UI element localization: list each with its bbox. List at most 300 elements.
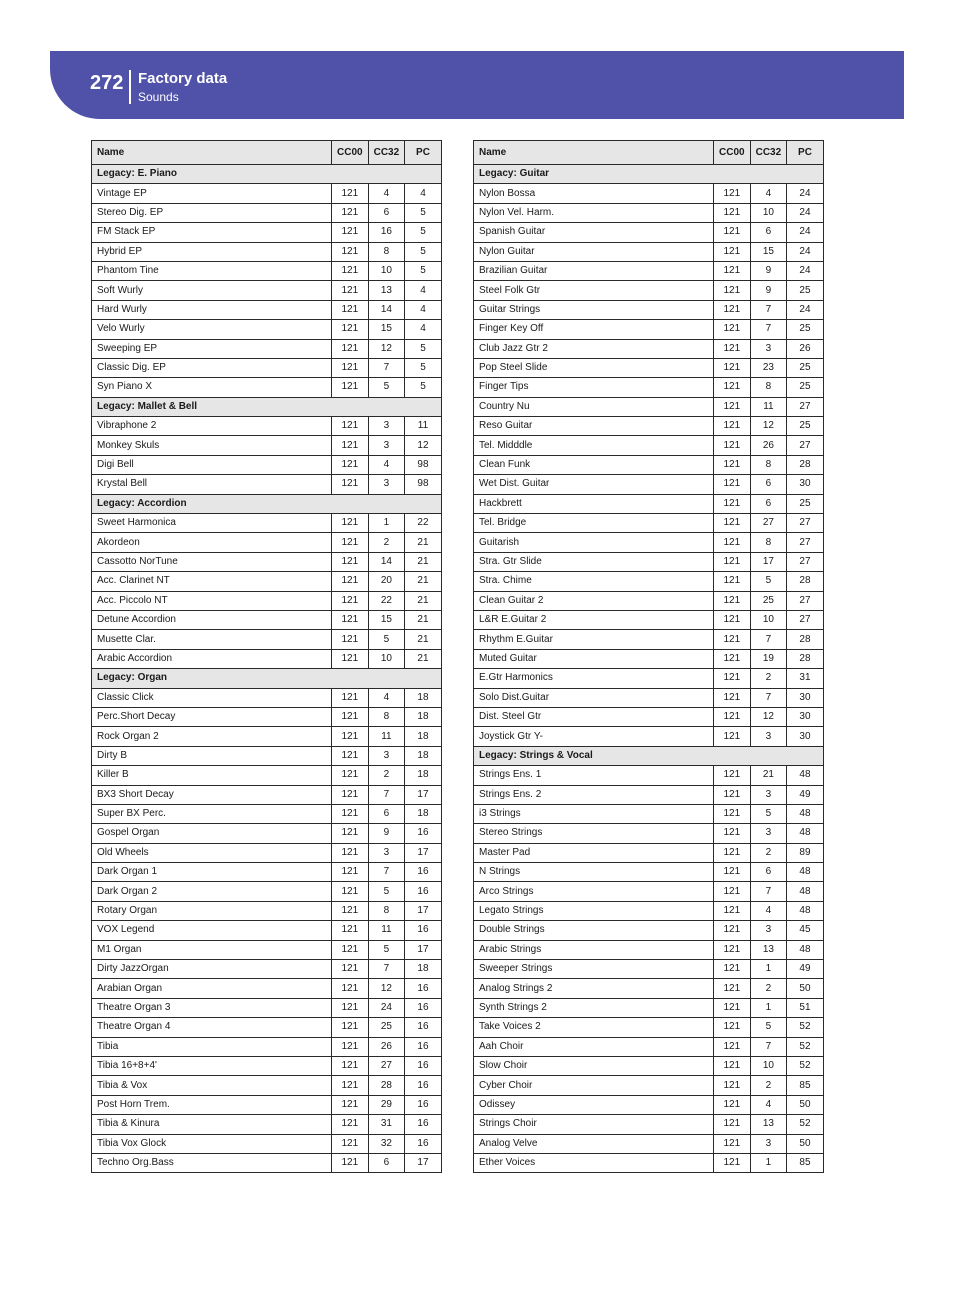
cc32-cell: 29 bbox=[368, 1095, 405, 1114]
cc00-cell: 121 bbox=[714, 669, 751, 688]
sound-name-cell: Spanish Guitar bbox=[474, 223, 714, 242]
cc00-cell: 121 bbox=[332, 863, 369, 882]
cc00-cell: 121 bbox=[332, 455, 369, 474]
pc-cell: 11 bbox=[405, 417, 442, 436]
table-row bbox=[92, 785, 442, 804]
table-row bbox=[92, 610, 442, 629]
cc32-cell: 17 bbox=[750, 552, 787, 571]
cc00-cell: 121 bbox=[714, 358, 751, 377]
cc00-cell: 121 bbox=[714, 727, 751, 746]
table-row bbox=[92, 572, 442, 591]
table-row bbox=[92, 514, 442, 533]
pc-cell: 24 bbox=[787, 242, 824, 261]
cc32-cell: 2 bbox=[750, 1076, 787, 1095]
category-label: Legacy: Strings & Vocal bbox=[474, 746, 824, 765]
sound-name-cell: Finger Tips bbox=[474, 378, 714, 397]
cc32-cell: 8 bbox=[368, 242, 405, 261]
pc-cell: 4 bbox=[405, 320, 442, 339]
pc-cell: 48 bbox=[787, 901, 824, 920]
cc32-cell: 8 bbox=[750, 455, 787, 474]
pc-cell: 5 bbox=[405, 223, 442, 242]
cc32-cell: 10 bbox=[368, 649, 405, 668]
table-row bbox=[92, 1018, 442, 1037]
cc00-cell: 121 bbox=[714, 824, 751, 843]
cc32-cell: 3 bbox=[368, 746, 405, 765]
cc32-cell: 7 bbox=[750, 300, 787, 319]
sound-name-cell: Acc. Clarinet NT bbox=[92, 572, 332, 591]
sound-name-cell: Tel. Bridge bbox=[474, 514, 714, 533]
cc00-cell: 121 bbox=[714, 688, 751, 707]
sound-name-cell: Acc. Piccolo NT bbox=[92, 591, 332, 610]
table-row bbox=[474, 707, 824, 726]
cc00-cell: 121 bbox=[332, 1115, 369, 1134]
sound-name-cell: Dark Organ 1 bbox=[92, 863, 332, 882]
table-row bbox=[474, 1037, 824, 1056]
pc-cell: 30 bbox=[787, 475, 824, 494]
cc32-cell: 4 bbox=[750, 184, 787, 203]
table-row bbox=[92, 863, 442, 882]
pc-cell: 24 bbox=[787, 223, 824, 242]
pc-cell: 4 bbox=[405, 300, 442, 319]
cc32-cell: 4 bbox=[750, 1095, 787, 1114]
cc32-cell: 12 bbox=[750, 707, 787, 726]
cc00-cell: 121 bbox=[714, 223, 751, 242]
cc00-cell: 121 bbox=[332, 184, 369, 203]
table-row bbox=[92, 688, 442, 707]
cc32-cell: 1 bbox=[750, 960, 787, 979]
pc-cell: 18 bbox=[405, 766, 442, 785]
sound-name-cell: Stra. Gtr Slide bbox=[474, 552, 714, 571]
pc-cell: 98 bbox=[405, 455, 442, 474]
table-row bbox=[474, 766, 824, 785]
sound-name-cell: Killer B bbox=[92, 766, 332, 785]
cc32-cell: 8 bbox=[750, 378, 787, 397]
sound-name-cell: Strings Ens. 2 bbox=[474, 785, 714, 804]
cc00-cell: 121 bbox=[714, 417, 751, 436]
sound-name-cell: Steel Folk Gtr bbox=[474, 281, 714, 300]
cc00-cell: 121 bbox=[332, 1153, 369, 1172]
cc32-cell: 3 bbox=[368, 436, 405, 455]
sound-name-cell: Krystal Bell bbox=[92, 475, 332, 494]
sound-name-cell: Theatre Organ 3 bbox=[92, 998, 332, 1017]
cc00-cell: 121 bbox=[714, 1018, 751, 1037]
sounds-table-right bbox=[473, 140, 824, 1173]
cc32-cell: 3 bbox=[750, 339, 787, 358]
cc32-cell: 26 bbox=[368, 1037, 405, 1056]
pc-cell: 25 bbox=[787, 281, 824, 300]
cc00-cell: 121 bbox=[332, 572, 369, 591]
table-row bbox=[474, 1153, 824, 1172]
pc-cell: 21 bbox=[405, 649, 442, 668]
cc00-cell: 121 bbox=[332, 514, 369, 533]
cc32-cell: 2 bbox=[368, 766, 405, 785]
cc00-cell: 121 bbox=[332, 649, 369, 668]
sound-name-cell: Stra. Chime bbox=[474, 572, 714, 591]
pc-cell: 28 bbox=[787, 649, 824, 668]
pc-cell: 30 bbox=[787, 688, 824, 707]
cc00-cell: 121 bbox=[714, 339, 751, 358]
table-row bbox=[92, 436, 442, 455]
pc-cell: 16 bbox=[405, 882, 442, 901]
table-row bbox=[92, 339, 442, 358]
cc32-cell: 7 bbox=[368, 358, 405, 377]
table-row bbox=[92, 378, 442, 397]
sound-name-cell: Vintage EP bbox=[92, 184, 332, 203]
table-header-row bbox=[474, 141, 824, 165]
pc-cell: 27 bbox=[787, 591, 824, 610]
cc32-cell: 10 bbox=[750, 610, 787, 629]
table-row bbox=[92, 417, 442, 436]
cc32-cell: 8 bbox=[368, 901, 405, 920]
sound-name-cell: Legato Strings bbox=[474, 901, 714, 920]
cc32-cell: 8 bbox=[750, 533, 787, 552]
sound-name-cell: Tibia 16+8+4' bbox=[92, 1056, 332, 1075]
table-row bbox=[92, 591, 442, 610]
sound-name-cell: Brazilian Guitar bbox=[474, 261, 714, 280]
cc00-cell: 121 bbox=[714, 572, 751, 591]
pc-cell: 28 bbox=[787, 630, 824, 649]
sound-name-cell: Arabic Accordion bbox=[92, 649, 332, 668]
cc32-cell: 3 bbox=[750, 785, 787, 804]
cc00-cell: 121 bbox=[332, 591, 369, 610]
pc-cell: 16 bbox=[405, 1076, 442, 1095]
table-row bbox=[474, 998, 824, 1017]
table-row bbox=[474, 882, 824, 901]
pc-cell: 21 bbox=[405, 572, 442, 591]
cc32-cell: 26 bbox=[750, 436, 787, 455]
cc00-cell: 121 bbox=[714, 785, 751, 804]
pc-cell: 45 bbox=[787, 921, 824, 940]
column-header-pc: PC bbox=[787, 141, 824, 165]
table-row bbox=[92, 300, 442, 319]
cc00-cell: 121 bbox=[332, 979, 369, 998]
cc32-cell: 3 bbox=[368, 417, 405, 436]
sound-name-cell: Strings Ens. 1 bbox=[474, 766, 714, 785]
table-row bbox=[92, 766, 442, 785]
cc32-cell: 24 bbox=[368, 998, 405, 1017]
cc00-cell: 121 bbox=[332, 281, 369, 300]
sound-name-cell: M1 Organ bbox=[92, 940, 332, 959]
cc32-cell: 11 bbox=[368, 727, 405, 746]
cc00-cell: 121 bbox=[332, 901, 369, 920]
category-row bbox=[92, 165, 442, 184]
cc00-cell: 121 bbox=[714, 1037, 751, 1056]
table-row bbox=[474, 960, 824, 979]
category-label: Legacy: Organ bbox=[92, 669, 442, 688]
cc32-cell: 20 bbox=[368, 572, 405, 591]
table-row bbox=[474, 339, 824, 358]
table-row bbox=[474, 242, 824, 261]
cc00-cell: 121 bbox=[714, 630, 751, 649]
sound-name-cell: Arabic Strings bbox=[474, 940, 714, 959]
category-row bbox=[92, 669, 442, 688]
column-header-name: Name bbox=[474, 141, 714, 165]
sound-name-cell: Club Jazz Gtr 2 bbox=[474, 339, 714, 358]
cc00-cell: 121 bbox=[332, 727, 369, 746]
table-row bbox=[474, 785, 824, 804]
table-row bbox=[92, 475, 442, 494]
sound-name-cell: Dark Organ 2 bbox=[92, 882, 332, 901]
table-row bbox=[474, 979, 824, 998]
pc-cell: 28 bbox=[787, 572, 824, 591]
cc00-cell: 121 bbox=[714, 863, 751, 882]
table-row bbox=[474, 630, 824, 649]
pc-cell: 5 bbox=[405, 339, 442, 358]
pc-cell: 30 bbox=[787, 727, 824, 746]
cc32-cell: 12 bbox=[750, 417, 787, 436]
sound-name-cell: Theatre Organ 4 bbox=[92, 1018, 332, 1037]
table-row bbox=[474, 688, 824, 707]
table-row bbox=[92, 804, 442, 823]
pc-cell: 25 bbox=[787, 417, 824, 436]
sound-name-cell: Clean Funk bbox=[474, 455, 714, 474]
pc-cell: 48 bbox=[787, 824, 824, 843]
sound-name-cell: Odissey bbox=[474, 1095, 714, 1114]
sound-name-cell: N Strings bbox=[474, 863, 714, 882]
page-number: 272 bbox=[90, 70, 131, 104]
table-row bbox=[474, 455, 824, 474]
table-row bbox=[92, 979, 442, 998]
table-row bbox=[474, 843, 824, 862]
cc32-cell: 10 bbox=[750, 203, 787, 222]
cc00-cell: 121 bbox=[332, 921, 369, 940]
cc32-cell: 25 bbox=[750, 591, 787, 610]
cc00-cell: 121 bbox=[714, 1134, 751, 1153]
pc-cell: 17 bbox=[405, 1153, 442, 1172]
cc32-cell: 1 bbox=[750, 1153, 787, 1172]
cc00-cell: 121 bbox=[714, 320, 751, 339]
pc-cell: 18 bbox=[405, 727, 442, 746]
sound-name-cell: Vibraphone 2 bbox=[92, 417, 332, 436]
cc00-cell: 121 bbox=[332, 960, 369, 979]
sound-name-cell: Guitarish bbox=[474, 533, 714, 552]
cc32-cell: 27 bbox=[368, 1056, 405, 1075]
sound-name-cell: Super BX Perc. bbox=[92, 804, 332, 823]
pc-cell: 22 bbox=[405, 514, 442, 533]
table-row bbox=[92, 320, 442, 339]
sound-name-cell: Synth Strings 2 bbox=[474, 998, 714, 1017]
column-header-cc32: CC32 bbox=[750, 141, 787, 165]
table-row bbox=[474, 1018, 824, 1037]
cc32-cell: 13 bbox=[750, 940, 787, 959]
table-row bbox=[92, 630, 442, 649]
cc00-cell: 121 bbox=[714, 979, 751, 998]
sound-name-cell: Nylon Guitar bbox=[474, 242, 714, 261]
cc32-cell: 7 bbox=[368, 785, 405, 804]
table-row bbox=[92, 223, 442, 242]
cc00-cell: 121 bbox=[714, 300, 751, 319]
table-row bbox=[474, 804, 824, 823]
pc-cell: 16 bbox=[405, 1095, 442, 1114]
cc00-cell: 121 bbox=[332, 785, 369, 804]
table-row bbox=[474, 901, 824, 920]
table-row bbox=[474, 1115, 824, 1134]
sound-name-cell: Techno Org.Bass bbox=[92, 1153, 332, 1172]
pc-cell: 16 bbox=[405, 1115, 442, 1134]
sound-name-cell: Finger Key Off bbox=[474, 320, 714, 339]
pc-cell: 25 bbox=[787, 320, 824, 339]
pc-cell: 5 bbox=[405, 203, 442, 222]
sound-name-cell: Guitar Strings bbox=[474, 300, 714, 319]
pc-cell: 25 bbox=[787, 378, 824, 397]
cc00-cell: 121 bbox=[714, 1076, 751, 1095]
sound-name-cell: Clean Guitar 2 bbox=[474, 591, 714, 610]
cc00-cell: 121 bbox=[332, 998, 369, 1017]
cc32-cell: 3 bbox=[368, 843, 405, 862]
cc00-cell: 121 bbox=[714, 940, 751, 959]
sound-name-cell: Wet Dist. Guitar bbox=[474, 475, 714, 494]
cc32-cell: 10 bbox=[368, 261, 405, 280]
cc00-cell: 121 bbox=[714, 1095, 751, 1114]
table-row bbox=[92, 1153, 442, 1172]
sound-name-cell: Arabian Organ bbox=[92, 979, 332, 998]
cc00-cell: 121 bbox=[714, 649, 751, 668]
table-row bbox=[92, 921, 442, 940]
cc00-cell: 121 bbox=[332, 1056, 369, 1075]
pc-cell: 89 bbox=[787, 843, 824, 862]
sound-name-cell: Reso Guitar bbox=[474, 417, 714, 436]
table-row bbox=[92, 960, 442, 979]
sound-name-cell: Analog Strings 2 bbox=[474, 979, 714, 998]
table-row bbox=[474, 669, 824, 688]
sound-name-cell: Phantom Tine bbox=[92, 261, 332, 280]
cc32-cell: 3 bbox=[750, 1134, 787, 1153]
cc00-cell: 121 bbox=[332, 300, 369, 319]
cc32-cell: 31 bbox=[368, 1115, 405, 1134]
cc00-cell: 121 bbox=[714, 281, 751, 300]
sound-name-cell: Classic Dig. EP bbox=[92, 358, 332, 377]
pc-cell: 26 bbox=[787, 339, 824, 358]
cc00-cell: 121 bbox=[714, 921, 751, 940]
pc-cell: 5 bbox=[405, 378, 442, 397]
column-header-cc32: CC32 bbox=[368, 141, 405, 165]
cc00-cell: 121 bbox=[714, 1115, 751, 1134]
sound-name-cell: Velo Wurly bbox=[92, 320, 332, 339]
pc-cell: 52 bbox=[787, 1037, 824, 1056]
pc-cell: 17 bbox=[405, 843, 442, 862]
cc00-cell: 121 bbox=[332, 1134, 369, 1153]
cc32-cell: 7 bbox=[750, 630, 787, 649]
pc-cell: 17 bbox=[405, 940, 442, 959]
table-row bbox=[474, 475, 824, 494]
table-row bbox=[474, 1095, 824, 1114]
cc00-cell: 121 bbox=[332, 203, 369, 222]
cc32-cell: 4 bbox=[368, 688, 405, 707]
pc-cell: 24 bbox=[787, 184, 824, 203]
sound-name-cell: Ether Voices bbox=[474, 1153, 714, 1172]
table-row bbox=[474, 436, 824, 455]
sounds-table-left bbox=[91, 140, 442, 1173]
cc00-cell: 121 bbox=[332, 824, 369, 843]
cc32-cell: 4 bbox=[368, 455, 405, 474]
pc-cell: 12 bbox=[405, 436, 442, 455]
cc32-cell: 5 bbox=[750, 572, 787, 591]
cc32-cell: 6 bbox=[368, 203, 405, 222]
category-label: Legacy: E. Piano bbox=[92, 165, 442, 184]
cc00-cell: 121 bbox=[332, 882, 369, 901]
cc00-cell: 121 bbox=[714, 261, 751, 280]
sound-name-cell: Tibia & Kinura bbox=[92, 1115, 332, 1134]
table-row bbox=[474, 649, 824, 668]
pc-cell: 16 bbox=[405, 979, 442, 998]
category-label: Legacy: Guitar bbox=[474, 165, 824, 184]
cc00-cell: 121 bbox=[332, 223, 369, 242]
pc-cell: 49 bbox=[787, 785, 824, 804]
pc-cell: 4 bbox=[405, 184, 442, 203]
cc32-cell: 1 bbox=[368, 514, 405, 533]
sound-name-cell: Soft Wurly bbox=[92, 281, 332, 300]
table-row bbox=[92, 901, 442, 920]
table-row bbox=[474, 940, 824, 959]
pc-cell: 27 bbox=[787, 514, 824, 533]
pc-cell: 27 bbox=[787, 552, 824, 571]
cc32-cell: 11 bbox=[368, 921, 405, 940]
cc32-cell: 14 bbox=[368, 300, 405, 319]
sound-name-cell: Hard Wurly bbox=[92, 300, 332, 319]
table-row bbox=[474, 494, 824, 513]
pc-cell: 48 bbox=[787, 863, 824, 882]
sound-name-cell: Double Strings bbox=[474, 921, 714, 940]
pc-cell: 21 bbox=[405, 533, 442, 552]
pc-cell: 16 bbox=[405, 863, 442, 882]
cc00-cell: 121 bbox=[714, 707, 751, 726]
cc32-cell: 5 bbox=[750, 804, 787, 823]
table-row bbox=[92, 533, 442, 552]
cc00-cell: 121 bbox=[332, 436, 369, 455]
sound-name-cell: Stereo Strings bbox=[474, 824, 714, 843]
sound-name-cell: Muted Guitar bbox=[474, 649, 714, 668]
cc00-cell: 121 bbox=[714, 804, 751, 823]
cc32-cell: 12 bbox=[368, 979, 405, 998]
cc00-cell: 121 bbox=[714, 591, 751, 610]
sound-name-cell: Post Horn Trem. bbox=[92, 1095, 332, 1114]
cc32-cell: 25 bbox=[368, 1018, 405, 1037]
cc00-cell: 121 bbox=[332, 339, 369, 358]
pc-cell: 50 bbox=[787, 1095, 824, 1114]
column-header-cc00: CC00 bbox=[714, 141, 751, 165]
pc-cell: 21 bbox=[405, 552, 442, 571]
cc00-cell: 121 bbox=[714, 436, 751, 455]
table-row bbox=[474, 1134, 824, 1153]
sound-name-cell: Country Nu bbox=[474, 397, 714, 416]
sound-name-cell: Pop Steel Slide bbox=[474, 358, 714, 377]
cc32-cell: 12 bbox=[368, 339, 405, 358]
table-row bbox=[92, 242, 442, 261]
pc-cell: 48 bbox=[787, 766, 824, 785]
cc00-cell: 121 bbox=[714, 1153, 751, 1172]
pc-cell: 18 bbox=[405, 688, 442, 707]
sound-name-cell: Analog Velve bbox=[474, 1134, 714, 1153]
cc32-cell: 22 bbox=[368, 591, 405, 610]
table-row bbox=[474, 1076, 824, 1095]
table-row bbox=[92, 998, 442, 1017]
cc32-cell: 13 bbox=[368, 281, 405, 300]
pc-cell: 27 bbox=[787, 533, 824, 552]
pc-cell: 30 bbox=[787, 707, 824, 726]
cc32-cell: 8 bbox=[368, 707, 405, 726]
cc32-cell: 23 bbox=[750, 358, 787, 377]
pc-cell: 49 bbox=[787, 960, 824, 979]
cc32-cell: 15 bbox=[750, 242, 787, 261]
table-row bbox=[92, 1076, 442, 1095]
sound-name-cell: Perc.Short Decay bbox=[92, 707, 332, 726]
cc32-cell: 28 bbox=[368, 1076, 405, 1095]
cc00-cell: 121 bbox=[714, 184, 751, 203]
cc32-cell: 5 bbox=[368, 378, 405, 397]
sound-name-cell: Arco Strings bbox=[474, 882, 714, 901]
cc32-cell: 3 bbox=[750, 727, 787, 746]
sound-name-cell: Old Wheels bbox=[92, 843, 332, 862]
